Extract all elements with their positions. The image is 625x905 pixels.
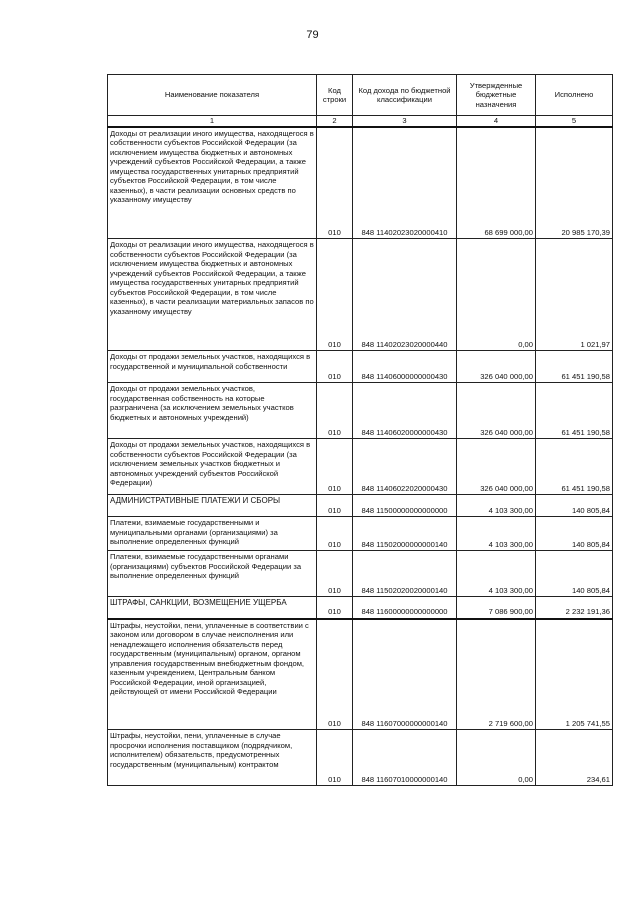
column-number: 1 (108, 116, 317, 127)
row-kbk: 848 11607000000000140 (353, 619, 457, 730)
row-approved: 4 103 300,00 (457, 495, 536, 517)
row-approved: 0,00 (457, 730, 536, 786)
row-kbk: 848 11500000000000000 (353, 495, 457, 517)
row-code: 010 (317, 495, 353, 517)
row-done: 140 805,84 (536, 517, 613, 551)
row-code: 010 (317, 551, 353, 597)
row-done: 140 805,84 (536, 551, 613, 597)
header-name: Наименование показателя (108, 75, 317, 116)
row-name: Платежи, взимаемые государственными органами (организациями) субъектов Российской Федерации за выполнение определенных функций (108, 551, 317, 597)
row-done: 61 451 190,58 (536, 383, 613, 439)
row-code: 010 (317, 383, 353, 439)
row-name: Штрафы, неустойки, пени, уплаченные в соответствии с законом или договором в случае неисполнения или ненадлежащего исполнения обязательств перед государственным (муниципальным) органом, органом управления государственным внебюджетным фондом, казенным учреждением, Центральным банком Российской Федерации, иной организацией, действующей от имени Российской Федерации (108, 619, 317, 730)
row-approved: 68 699 000,00 (457, 127, 536, 239)
row-code: 010 (317, 517, 353, 551)
row-approved: 4 103 300,00 (457, 551, 536, 597)
table-row (108, 597, 613, 619)
row-code: 010 (317, 351, 353, 383)
row-approved: 2 719 600,00 (457, 619, 536, 730)
column-number: 4 (457, 116, 536, 127)
row-approved: 326 040 000,00 (457, 383, 536, 439)
row-code: 010 (317, 439, 353, 495)
row-name: АДМИНИСТРАТИВНЫЕ ПЛАТЕЖИ И СБОРЫ (108, 495, 317, 517)
row-kbk: 848 11406000000000430 (353, 351, 457, 383)
row-done: 140 805,84 (536, 495, 613, 517)
row-approved: 0,00 (457, 239, 536, 351)
table-row (108, 439, 613, 495)
header-approved: Утвержденные бюджетные назначения (457, 75, 536, 116)
column-number: 2 (317, 116, 353, 127)
row-code: 010 (317, 127, 353, 239)
row-kbk: 848 11607010000000140 (353, 730, 457, 786)
table-header-row (108, 75, 613, 116)
header-kbk: Код дохода по бюджетной классификации (353, 75, 457, 116)
row-code: 010 (317, 619, 353, 730)
row-name: Доходы от продажи земельных участков, государственная собственность на которые разграничена (за исключением земельных участков бюджетных и автономных учреждений) (108, 383, 317, 439)
table-row (108, 127, 613, 239)
row-name: ШТРАФЫ, САНКЦИИ, ВОЗМЕЩЕНИЕ УЩЕРБА (108, 597, 317, 619)
row-name: Платежи, взимаемые государственными и муниципальными органами (организациями) за выполнение определенных функций (108, 517, 317, 551)
row-name: Штрафы, неустойки, пени, уплаченные в случае просрочки исполнения поставщиком (подрядчиком, исполнителем) обязательств, предусмотренных государственным (муниципальным) контрактом (108, 730, 317, 786)
row-approved: 4 103 300,00 (457, 517, 536, 551)
row-approved: 326 040 000,00 (457, 351, 536, 383)
row-approved: 326 040 000,00 (457, 439, 536, 495)
row-kbk: 848 11402023020000440 (353, 239, 457, 351)
row-name: Доходы от продажи земельных участков, находящихся в собственности субъектов Российской Федерации (за исключением земельных участков бюджетных и автономных учреждений субъектов Российской Федерации) (108, 439, 317, 495)
row-kbk: 848 11600000000000000 (353, 597, 457, 619)
row-done: 2 232 191,36 (536, 597, 613, 619)
row-name: Доходы от реализации иного имущества, находящегося в собственности субъектов Российской Федерации (за исключением имущества бюджетных и автономных учреждений субъектов Российской Федерации, а также имущества государственных унитарных предприятий субъектов Российской Федерации, в том числе казенных), в части реализации основных средств по указанному имуществу (108, 127, 317, 239)
row-name: Доходы от реализации иного имущества, находящегося в собственности субъектов Российской Федерации (за исключением имущества бюджетных и автономных учреждений субъектов Российской Федерации, а также имущества государственных унитарных предприятий субъектов Российской Федерации, в том числе казенных), в части реализации материальных запасов по указанному имуществу (108, 239, 317, 351)
column-number: 5 (536, 116, 613, 127)
page-number: 79 (306, 29, 319, 41)
row-code: 010 (317, 597, 353, 619)
row-done: 1 021,97 (536, 239, 613, 351)
row-done: 1 205 741,55 (536, 619, 613, 730)
table-row (108, 551, 613, 597)
table-row (108, 517, 613, 551)
row-name: Доходы от продажи земельных участков, находящихся в государственной и муниципальной собственности (108, 351, 317, 383)
budget-report-table (107, 74, 613, 786)
row-done: 61 451 190,58 (536, 439, 613, 495)
table-row (108, 495, 613, 517)
row-code: 010 (317, 239, 353, 351)
header-done: Исполнено (536, 75, 613, 116)
column-number: 3 (353, 116, 457, 127)
row-approved: 7 086 900,00 (457, 597, 536, 619)
row-done: 20 985 170,39 (536, 127, 613, 239)
row-kbk: 848 11406022020000430 (353, 439, 457, 495)
row-kbk: 848 11406020000000430 (353, 383, 457, 439)
row-done: 61 451 190,58 (536, 351, 613, 383)
table-row (108, 351, 613, 383)
table-row (108, 730, 613, 786)
row-kbk: 848 11502020020000140 (353, 551, 457, 597)
column-number-row (108, 116, 613, 127)
table-row (108, 619, 613, 730)
row-done: 234,61 (536, 730, 613, 786)
table-row (108, 383, 613, 439)
header-code: Код строки (317, 75, 353, 116)
table-row (108, 239, 613, 351)
row-kbk: 848 11502000000000140 (353, 517, 457, 551)
row-code: 010 (317, 730, 353, 786)
row-kbk: 848 11402023020000410 (353, 127, 457, 239)
